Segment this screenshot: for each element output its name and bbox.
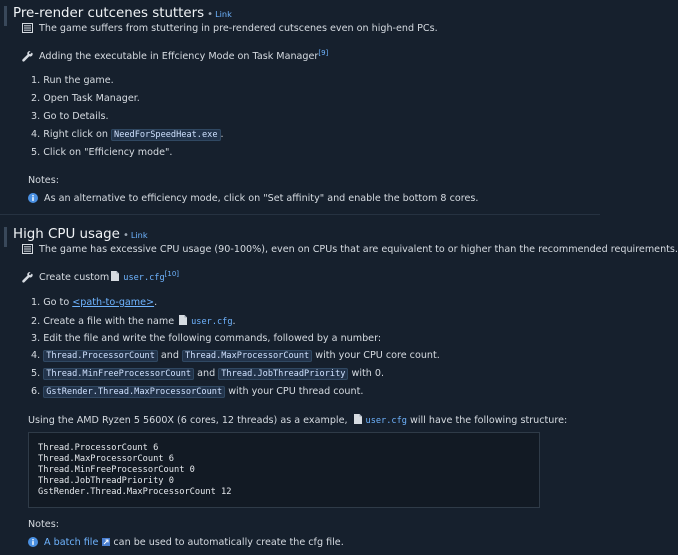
list-item: 2. Open Task Manager. <box>31 93 140 104</box>
wrench-icon <box>22 272 33 283</box>
step-text: . <box>220 129 224 140</box>
file-icon <box>111 271 119 284</box>
issue-summary <box>22 244 678 255</box>
list-item <box>31 386 363 397</box>
list-item <box>31 297 157 308</box>
step-text: and <box>157 350 183 361</box>
step-text: 1. Go to <box>31 297 73 308</box>
fix-title: Create custom <box>39 272 110 284</box>
list-item: 3. Go to Details. <box>31 111 109 122</box>
section-title-text: High CPU usage <box>13 227 120 242</box>
section-title-text: Pre-render cutcenes stutters <box>13 6 205 21</box>
section-title <box>13 227 148 242</box>
example-text: Using the AMD Ryzen 5 5600X (6 cores, 12 threads) as a example, <box>28 415 348 426</box>
list-item: 5. Click on "Efficiency mode". <box>31 147 173 158</box>
example-intro <box>28 414 567 427</box>
code-block <box>28 432 540 508</box>
list-item <box>31 350 440 361</box>
file-icon <box>354 414 362 427</box>
code-line: Thread.MaxProcessorCount 6 <box>38 454 174 464</box>
file-icon <box>179 315 187 328</box>
section-anchor-link[interactable]: Link <box>130 230 148 240</box>
info-icon <box>28 537 38 547</box>
path-to-game-link[interactable]: <path-to-game> <box>72 297 155 308</box>
inline-code: GstRender.Thread.MaxProcessorCount <box>43 386 225 398</box>
fix-title: Adding the executable in Effciency Mode on Task Manager <box>39 51 319 63</box>
title-separator: • <box>207 9 214 20</box>
inline-code: NeedForSpeedHeat.exe <box>111 129 220 141</box>
step-number: 5. <box>31 368 41 379</box>
notes-label: Notes: <box>28 175 59 186</box>
code-line: Thread.JobThreadPriority 0 <box>38 476 174 486</box>
code-line: GstRender.Thread.MaxProcessorCount 12 <box>38 487 232 497</box>
step-text: . <box>232 316 236 327</box>
code-line: Thread.ProcessorCount 6 <box>38 443 159 453</box>
note-text: As an alternative to efficiency mode, click on "Set affinity" and enable the bottom 8 cores. <box>44 193 479 204</box>
step-text: with 0. <box>348 368 385 379</box>
step-text: and <box>194 368 219 379</box>
note-item <box>28 537 344 548</box>
step-text: . <box>154 297 158 308</box>
file-name: user.cfg <box>365 416 407 426</box>
inline-code: Thread.ProcessorCount <box>43 350 158 362</box>
code-line: Thread.MinFreeProcessorCount 0 <box>38 465 195 475</box>
list-item <box>31 368 384 379</box>
file-name: user.cfg <box>191 317 233 327</box>
list-item: 3. Edit the file and write the following commands, followed by a number: <box>31 333 382 344</box>
fix-reference-link[interactable]: [9] <box>318 49 329 57</box>
section-anchor-link[interactable]: Link <box>215 9 232 19</box>
notes-label: Notes: <box>28 519 59 530</box>
inline-code: Thread.MaxProcessorCount <box>182 350 312 362</box>
title-separator: • <box>122 230 129 241</box>
step-number: 4. <box>31 350 41 361</box>
list-item: 1. Run the game. <box>31 75 114 86</box>
note-text: can be used to automatically create the cfg file. <box>110 537 344 548</box>
step-text: 2. Create a file with the name <box>31 316 175 327</box>
batch-file-link[interactable]: A batch file <box>44 537 99 548</box>
step-number: 6. <box>31 386 41 397</box>
step-text: with your CPU core count. <box>312 350 440 361</box>
fix-reference-link[interactable]: [10] <box>164 270 180 278</box>
file-name: user.cfg <box>123 273 165 284</box>
inline-code: Thread.JobThreadPriority <box>218 368 348 380</box>
document-list-icon <box>22 244 33 254</box>
summary-text: The game has excessive CPU usage (90-100%), even on CPUs that are equivalent to or higher than the recommended requirements. <box>39 244 678 255</box>
summary-text: The game suffers from stuttering in pre-rendered cutscenes even on high-end PCs. <box>39 23 438 34</box>
inline-code: Thread.MinFreeProcessorCount <box>43 368 194 380</box>
section-marker <box>4 227 7 247</box>
step-text: with your CPU thread count. <box>225 386 364 397</box>
list-item <box>31 315 236 328</box>
example-text: will have the following structure: <box>406 415 568 426</box>
step-text: 4. Right click on <box>31 129 112 140</box>
fix-heading <box>22 270 179 284</box>
